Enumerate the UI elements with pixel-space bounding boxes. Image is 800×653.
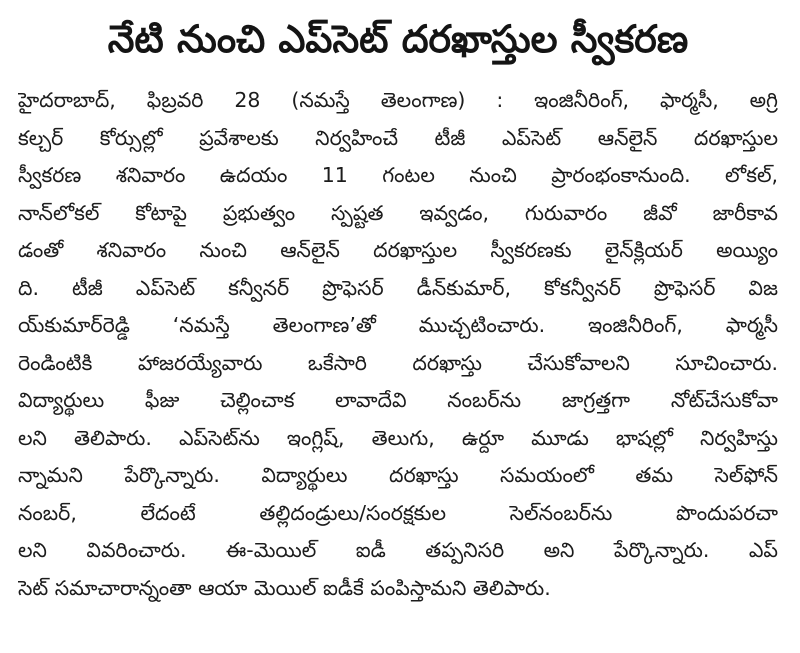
article-line: ది. టీజీ ఎప్‌సెట్‌ కన్వీనర్‌ ప్రొఫెసర్‌ డీన్‌కుమార్‌, కోకన్వీనర్‌ ప్రొఫెసర్‌ విజ: [18, 275, 778, 300]
article-line: సెట్‌ సమాచారాన్నంతా ఆయా మెయిల్‌ ఐడీకే పంపిస్తామని తెలిపారు.: [18, 575, 551, 600]
article-line: డంతో శనివారం నుంచి ఆన్‌లైన్‌ దరఖాస్తుల స్వీకరణకు లైన్‌క్లియర్‌ అయ్యిం: [18, 238, 778, 262]
article-line: య్‌కుమార్‌రెడ్డి ‘నమస్తే తెలంగాణ’తో ముచ్చటించారు. ఇంజినీరింగ్‌, ఫార్మసీ: [18, 313, 778, 337]
article-line: లని వివరించారు. ఈ-మెయిల్‌ ఐడీ తప్పనిసరి అని పేర్కొన్నారు. ఎప్‌: [18, 538, 778, 562]
article-line: విద్యార్థులు ఫీజు చెల్లించాక లావాదేవి నంబర్‌ను జాగ్రత్తగా నోట్‌చేసుకోవా: [18, 388, 778, 412]
article-line: లని తెలిపారు. ఎప్‌సెట్‌ను ఇంగ్లిష్‌, తెలుగు, ఉర్దూ మూడు భాషల్లో నిర్వహిస్తు: [18, 425, 778, 450]
article-headline: నేటి నుంచి ఎప్‌సెట్‌ దరఖాస్తుల స్వీకరణ: [107, 17, 689, 61]
article-line: కల్చర్‌ కోర్సుల్లో ప్రవేశాలకు నిర్వహించే టీజీ ఎప్‌సెట్‌ ఆన్‌లైన్‌ దరఖాస్తుల: [18, 125, 778, 150]
article-line: స్వీకరణ శనివారం ఉదయం 11 గంటల నుంచి ప్రారంభంకానుంది. లోకల్‌,: [18, 163, 778, 187]
article-line: రెండింటికి హాజరయ్యేవారు ఒకేసారి దరఖాస్తు చేసుకోవాలని సూచించారు.: [18, 350, 778, 375]
article-line: హైదరాబాద్‌, ఫిబ్రవరి 28 (నమస్తే తెలంగాణ) : ఇంజినీరింగ్‌, ఫార్మసీ, అగ్రి: [18, 88, 778, 112]
article-line: నంబర్‌, లేదంటే తల్లిదండ్రులు/సంరక్షకుల సెల్‌నంబర్‌ను పొందుపరచా: [18, 500, 778, 525]
article-line: నాన్‌లోకల్‌ కోటాపై ప్రభుత్వం స్పష్టత ఇవ్వడం, గురువారం జీవో జారీకావ: [18, 200, 778, 225]
article-body: [18, 82, 778, 607]
article-line: న్నామని పేర్కొన్నారు. విద్యార్థులు దరఖాస్తు సమయంలో తమ సెల్‌ఫోన్‌: [18, 463, 778, 487]
